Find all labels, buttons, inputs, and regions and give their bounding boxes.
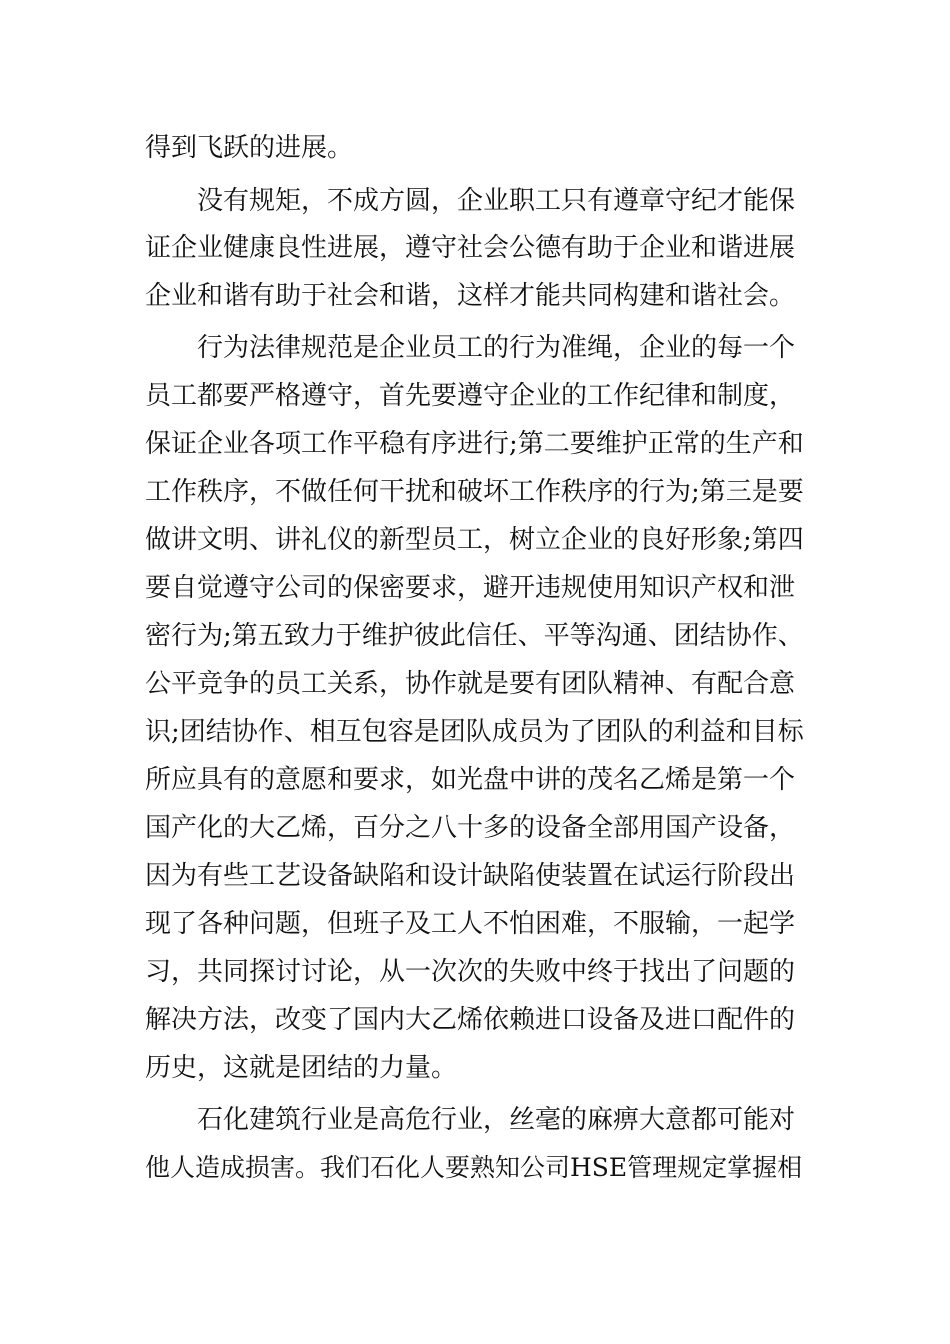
text-line: 解决方法，改变了国内大乙烯依赖进口设备及进口配件的 <box>145 1005 796 1035</box>
text-line: 历史，这就是团结的力量。 <box>145 1053 458 1083</box>
text-line: 现了各种问题，但班子及工人不怕困难，不服输，一起学 <box>145 909 796 939</box>
paragraph-first-line: 行为法律规范是企业员工的行为准绳，企业的每一个 <box>197 333 796 363</box>
text-line: 密行为;第五致力于维护彼此信任、平等沟通、团结协作、 <box>145 621 804 651</box>
text-line: 因为有些工艺设备缺陷和设计缺陷使装置在试运行阶段出 <box>145 861 796 891</box>
text-line: 公平竞争的员工关系，协作就是要有团队精神、有配合意 <box>145 669 796 699</box>
text-line: 识;团结协作、相互包容是团队成员为了团队的利益和目标 <box>145 717 804 747</box>
text-line: 员工都要严格遵守，首先要遵守企业的工作纪律和制度， <box>145 381 796 411</box>
text-line: 所应具有的意愿和要求，如光盘中讲的茂名乙烯是第一个 <box>145 765 796 795</box>
text-line: 证企业健康良性进展，遵守社会公德有助于企业和谐进展 <box>145 233 796 263</box>
text-line: 企业和谐有助于社会和谐，这样才能共同构建和谐社会。 <box>145 281 796 311</box>
text-line: 工作秩序，不做任何干扰和破坏工作秩序的行为;第三是要 <box>145 477 804 507</box>
text-line: 习，共同探讨讨论，从一次次的失败中终于找出了问题的 <box>145 957 796 987</box>
text-line: 保证企业各项工作平稳有序进行;第二要维护正常的生产和 <box>145 429 804 459</box>
text-line: 他人造成损害。我们石化人要熟知公司HSE管理规定掌握相 <box>145 1153 803 1182</box>
text-line: 做讲文明、讲礼仪的新型员工，树立企业的良好形象;第四 <box>145 525 804 555</box>
paragraph-first-line: 没有规矩，不成方圆，企业职工只有遵章守纪才能保 <box>197 186 796 216</box>
text-line: 要自觉遵守公司的保密要求，避开违规使用知识产权和泄 <box>145 573 796 603</box>
text-line: 国产化的大乙烯，百分之八十多的设备全部用国产设备， <box>145 813 796 843</box>
text-line: 得到飞跃的进展。 <box>145 133 354 163</box>
paragraph-first-line: 石化建筑行业是高危行业，丝毫的麻痹大意都可能对 <box>197 1105 796 1135</box>
